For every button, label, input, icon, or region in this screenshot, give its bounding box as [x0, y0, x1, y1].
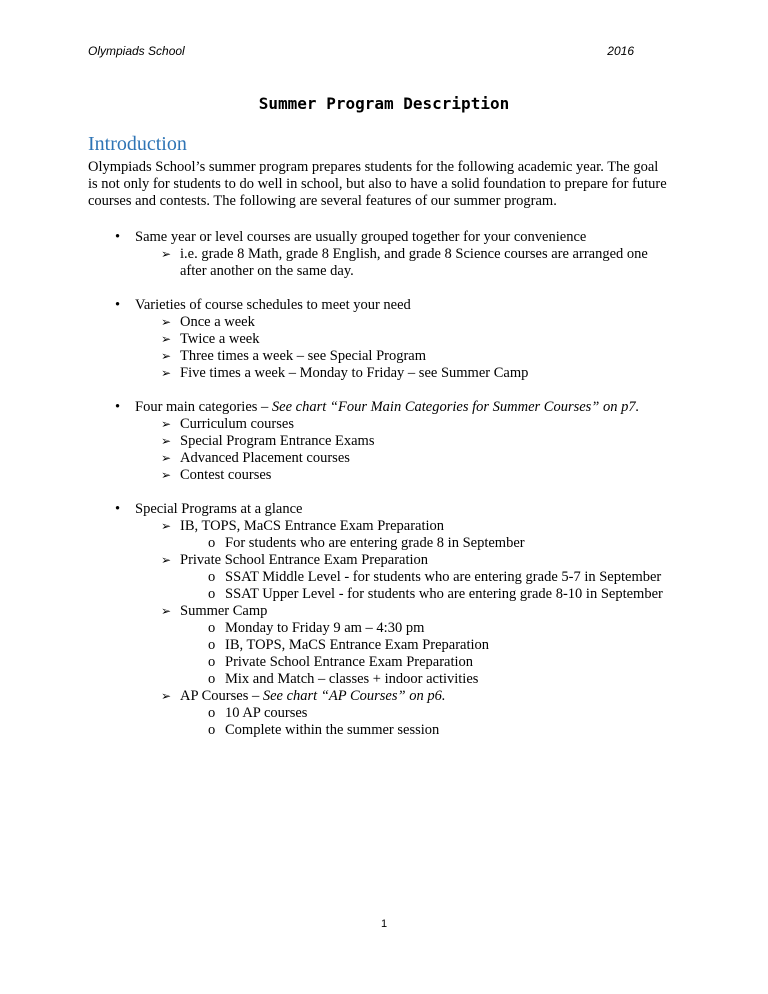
arrow-item-text: Curriculum courses: [180, 416, 294, 432]
arrow-bullet-icon: ➢: [161, 451, 172, 465]
arrow-bullet-icon: ➢: [161, 519, 172, 533]
section-heading-introduction: Introduction: [88, 133, 187, 155]
arrow-item: [135, 246, 668, 280]
arrow-item-text: AP Courses –: [180, 688, 263, 704]
arrow-item: [135, 331, 668, 348]
sub-item-text: Complete within the summer session: [225, 722, 440, 738]
sub-item-text: SSAT Upper Level - for students who are entering grade 8-10 in September: [225, 586, 663, 602]
arrow-item-text: Advanced Placement courses: [180, 450, 350, 466]
bullet-text: Four main categories –: [135, 399, 272, 415]
document-body: [88, 133, 668, 739]
bullet-dot-icon: •: [115, 229, 121, 245]
arrow-item: [135, 348, 668, 365]
arrow-bullet-icon: ➢: [161, 315, 172, 329]
sub-item: [180, 569, 668, 586]
arrow-item-text: Special Program Entrance Exams: [180, 433, 375, 449]
arrow-list: [135, 246, 668, 280]
sub-item: [180, 722, 668, 739]
arrow-bullet-icon: ➢: [161, 366, 172, 380]
sub-list: [180, 705, 668, 739]
arrow-item-text: i.e. grade 8 Math, grade 8 English, and grade 8 Science courses are arranged one after another on the same day.: [180, 246, 648, 279]
arrow-bullet-icon: ➢: [161, 332, 172, 346]
arrow-item-note: See chart “AP Courses” on p6.: [262, 688, 446, 704]
circle-bullet-icon: o: [208, 637, 216, 653]
arrow-bullet-icon: ➢: [161, 417, 172, 431]
sub-item: [180, 705, 668, 722]
arrow-bullet-icon: ➢: [161, 349, 172, 363]
sub-item: [180, 535, 668, 552]
arrow-list: [135, 518, 668, 739]
circle-bullet-icon: o: [208, 654, 216, 670]
page-number: 1: [380, 918, 388, 930]
feature-bullet-list: [88, 229, 668, 739]
arrow-item: [135, 365, 668, 382]
bullet-dot-icon: •: [115, 297, 121, 313]
arrow-item-text: Once a week: [180, 314, 255, 330]
sub-list: [180, 535, 668, 552]
circle-bullet-icon: o: [208, 535, 216, 551]
circle-bullet-icon: o: [208, 722, 216, 738]
circle-bullet-icon: o: [208, 569, 216, 585]
sub-list: [180, 620, 668, 688]
arrow-item-text: Private School Entrance Exam Preparation: [180, 552, 429, 568]
sub-item: [180, 637, 668, 654]
bullet-text: Same year or level courses are usually grouped together for your convenience: [135, 229, 587, 245]
arrow-item: [135, 314, 668, 331]
sub-item-text: SSAT Middle Level - for students who are entering grade 5-7 in September: [225, 569, 662, 585]
circle-bullet-icon: o: [208, 586, 216, 602]
arrow-item-text: Contest courses: [180, 467, 272, 483]
bullet-dot-icon: •: [115, 399, 121, 415]
bullet-text: Special Programs at a glance: [135, 501, 303, 517]
sub-item-text: For students who are entering grade 8 in September: [225, 535, 525, 551]
arrow-item-text: Summer Camp: [180, 603, 268, 619]
sub-list: [180, 569, 668, 603]
arrow-bullet-icon: ➢: [161, 247, 172, 261]
bullet-note: See chart “Four Main Categories for Summer Courses” on p7.: [271, 399, 640, 415]
arrow-list: [135, 416, 668, 484]
arrow-bullet-icon: ➢: [161, 434, 172, 448]
sub-item-text: 10 AP courses: [225, 705, 308, 721]
bullet-item: [88, 229, 668, 280]
arrow-item-text: Five times a week – Monday to Friday – see Summer Camp: [180, 365, 529, 381]
arrow-item: [135, 552, 668, 603]
arrow-item-text: Three times a week – see Special Program: [180, 348, 427, 364]
header-school-name: Olympiads School: [88, 44, 185, 58]
circle-bullet-icon: o: [208, 705, 216, 721]
sub-item-text: Mix and Match – classes + indoor activities: [225, 671, 479, 687]
sub-item-text: IB, TOPS, MaCS Entrance Exam Preparation: [225, 637, 490, 653]
circle-bullet-icon: o: [208, 620, 216, 636]
bullet-item: [88, 297, 668, 382]
sub-item-text: Private School Entrance Exam Preparation: [225, 654, 474, 670]
arrow-bullet-icon: ➢: [161, 553, 172, 567]
arrow-item: [135, 518, 668, 552]
arrow-item: [135, 433, 668, 450]
document-title: Summer Program Description: [258, 94, 510, 113]
arrow-bullet-icon: ➢: [161, 604, 172, 618]
arrow-item: [135, 450, 668, 467]
bullet-item: [88, 501, 668, 739]
sub-item-text: Monday to Friday 9 am – 4:30 pm: [225, 620, 425, 636]
sub-item: [180, 671, 668, 688]
arrow-item-text: IB, TOPS, MaCS Entrance Exam Preparation: [180, 518, 445, 534]
sub-item: [180, 654, 668, 671]
circle-bullet-icon: o: [208, 671, 216, 687]
arrow-bullet-icon: ➢: [161, 468, 172, 482]
arrow-item-text: Twice a week: [180, 331, 260, 347]
bullet-item: [88, 399, 668, 484]
arrow-bullet-icon: ➢: [161, 689, 172, 703]
arrow-item: [135, 416, 668, 433]
arrow-item: [135, 688, 668, 739]
bullet-text: Varieties of course schedules to meet your need: [135, 297, 411, 313]
sub-item: [180, 586, 668, 603]
bullet-dot-icon: •: [115, 501, 121, 517]
arrow-item: [135, 603, 668, 688]
arrow-item: [135, 467, 668, 484]
sub-item: [180, 620, 668, 637]
intro-paragraph: Olympiads School’s summer program prepares students for the following academic year. The goal is not only for students to do well in school, but also to have a solid foundation to prepare for future courses and contests. The following are several features of our summer program.: [88, 159, 667, 209]
arrow-list: [135, 314, 668, 382]
header-year: 2016: [607, 44, 634, 58]
